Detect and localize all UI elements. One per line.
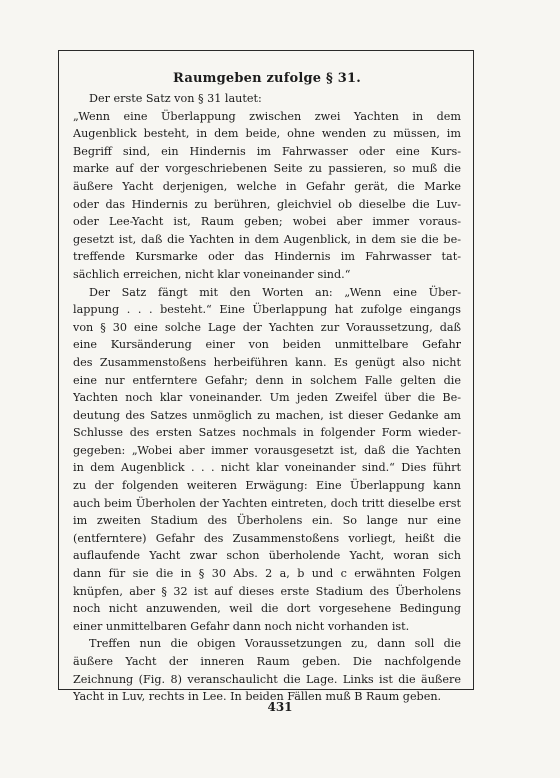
text-line: des Zusammenstoßens herbeiführen kann. Es genügt also nicht (73, 355, 461, 369)
text-line: „Wenn eine Überlappung zwischen zwei Yachten in dem (73, 109, 461, 123)
text-line: in dem Augenblick . . . nicht klar voneinander sind.“ Dies führt (73, 461, 461, 475)
text-line: eine nur entferntere Gefahr; denn in solchem Falle gelten die (73, 373, 461, 387)
text-line: oder das Hindernis zu berühren, gleichviel ob dieselbe die Luv- (73, 197, 461, 211)
text-line: Der erste Satz von § 31 lautet: (89, 92, 262, 105)
text-line: deutung des Satzes unmöglich zu machen, ist dieser Gedanke am (73, 408, 461, 422)
text-line: noch nicht anzuwenden, weil die dort vorgesehene Bedingung (73, 602, 461, 616)
body-text (73, 90, 461, 706)
text-line: von § 30 eine solche Lage der Yachten zur Voraussetzung, daß (73, 320, 461, 334)
section-heading: Raumgeben zufolge § 31. (173, 71, 361, 86)
page-number: 431 (267, 700, 293, 714)
text-line: Der Satz fängt mit den Worten an: „Wenn eine Über- (89, 285, 461, 299)
text-line: Yachten noch klar voneinander. Um jeden Zweifel über die Be- (73, 391, 461, 405)
text-line: dann für sie die in § 30 Abs. 2 a, b und c erwähnten Folgen (73, 567, 461, 581)
text-line: auch beim Überholen der Yachten eintreten, doch tritt dieselbe erst (73, 496, 461, 510)
text-line: eine Kursänderung einer von beiden unmittelbare Gefahr (73, 338, 461, 352)
text-line: gesetzt ist, daß die Yachten in dem Augenblick, in dem sie die be- (73, 232, 461, 246)
text-line: äußere Yacht der inneren Raum geben. Die nachfolgende (73, 655, 461, 668)
text-line: im zweiten Stadium des Überholens ein. So lange nur eine (73, 514, 461, 528)
text-line: Begriff sind, ein Hindernis im Fahrwasser oder eine Kurs- (73, 144, 461, 158)
paragraph (73, 90, 461, 284)
text-line: treffende Kursmarke oder das Hindernis im Fahrwasser tat- (73, 250, 461, 264)
text-line: (entferntere) Gefahr des Zusammenstoßens vorliegt, heißt die (73, 531, 461, 545)
text-line: einer unmittelbaren Gefahr dann noch nicht vorhanden ist. (73, 619, 410, 633)
text-line: Zeichnung (Fig. 8) veranschaulicht die Lage. Links ist die äußere (73, 672, 461, 686)
text-line: Yacht in Luv, rechts in Lee. In beiden Fällen muß B Raum geben. (73, 690, 442, 704)
paragraph (73, 635, 461, 705)
text-line: knüpfen, aber § 32 ist auf dieses erste Stadium des Überholens (73, 584, 461, 598)
text-line: auflaufende Yacht zwar schon überholende Yacht, woran sich (73, 549, 461, 563)
text-frame (58, 50, 474, 704)
text-line: lappung . . . besteht.“ Eine Überlappung hat zufolge eingangs (73, 303, 461, 317)
text-line: oder Lee-Yacht ist, Raum geben; wobei aber immer voraus- (73, 215, 461, 229)
text-line: gegeben: „Wobei aber immer vorausgesetzt ist, daß die Yachten (73, 443, 461, 457)
text-line: zu der folgenden weiteren Erwägung: Eine Überlappung kann (73, 479, 461, 493)
text-line: sächlich erreichen, nicht klar voneinander sind.“ (73, 267, 351, 281)
paragraph (73, 284, 461, 636)
text-line: marke auf der vorgeschriebenen Seite zu passieren, so muß die (73, 162, 461, 176)
text-line: Schlusse des ersten Satzes nochmals in folgender Form wieder- (73, 426, 461, 440)
text-line: äußere Yacht derjenigen, welche in Gefahr gerät, die Marke (73, 179, 461, 193)
text-line: Treffen nun die obigen Voraussetzungen zu, dann soll die (89, 637, 461, 651)
text-line: Augenblick besteht, in dem beide, ohne wenden zu müssen, im (73, 127, 461, 141)
